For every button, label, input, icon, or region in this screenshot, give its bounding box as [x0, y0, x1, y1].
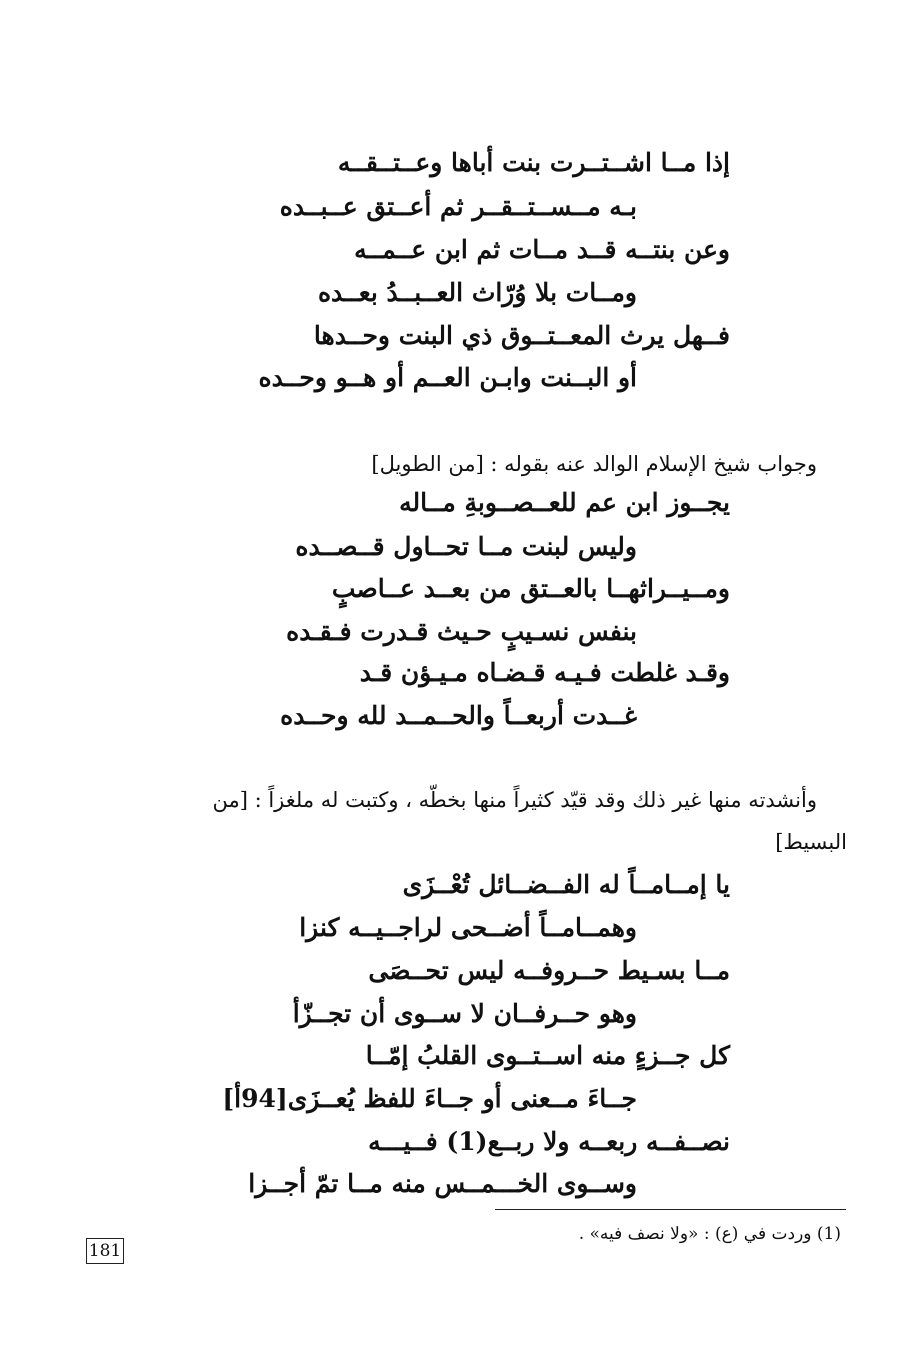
footnote: (1) وردت في (ع) : «ولا نصف فيه» . [578, 1224, 841, 1244]
poem2-line-5: وقـد غلطت فـيـه قـضـاه مـيـؤن قـد [359, 658, 730, 687]
poem1-line-6: أو البــنت وابـن العــم أو هــو وحــده [258, 363, 637, 392]
intro2-line-2: البسيط] [775, 830, 847, 854]
poem3-line-7: نصــفــه ربعــه ولا ربــع(1) فــيـــه [368, 1127, 730, 1156]
poem1-line-4: ومــات بلا وُرّاث العــبــدُ بعــده [317, 278, 637, 307]
poem2-line-2: وليس لبنت مــا تحــاول قــصــده [295, 532, 637, 561]
poem1-line-2: بـه مــســتــقــر ثم أعــتق عــبــده [279, 192, 637, 221]
poem1-line-3: وعن بنتــه قــد مــات ثم ابن عــمــه [354, 235, 730, 264]
poem2-line-4: بنفس نسـيبٍ حـيث قـدرت فـقـده [286, 617, 637, 646]
poem2-line-1: يجــوز ابن عم للعــصــوبةِ مــاله [399, 488, 730, 517]
footnote-divider [495, 1209, 846, 1210]
poem3-line-2: وهمــامــاً أضــحى لراجــيــه كنزا [299, 913, 637, 942]
poem3-line-1: يا إمــامــاً له الفــضــائل تُعْــزَى [402, 870, 730, 899]
answer-intro: وجواب شيخ الإسلام الوالد عنه بقوله : [من الطويل] [371, 452, 817, 476]
poem1-line-5: فــهل يرث المعــتــوق ذي البنت وحــدها [313, 321, 730, 350]
poem1-line-1: إذا مــا اشــتــرت بنت أباها وعــتــقــه [337, 148, 730, 177]
intro2-line-1: وأنشدته منها غير ذلك وقد قيّد كثيراً منها بخطّه ، وكتبت له ملغزاً : [من [212, 788, 817, 812]
page-number: 181 [86, 1238, 124, 1264]
poem3-line-5: كل جــزءٍ منه اســتــوى القلبُ إمّــا [365, 1041, 730, 1070]
poem3-line-4: وهو حــرفــان لا ســوى أن تجــزّأ [292, 999, 637, 1028]
poem3-line-6: جــاءَ مــعنى أو جــاءَ للفظ يُعــزَى[94أ] [222, 1084, 637, 1113]
poem2-line-3: ومــيــراثهــا بالعــتق من بعــد عــاصبٍ [331, 574, 730, 603]
poem2-line-6: غــدت أربعــاً والحــمــد لله وحــده [280, 701, 637, 730]
poem3-line-8: وســوى الخـــمــس منه مــا تمّ أجــزا [248, 1169, 637, 1198]
poem3-line-3: مــا بسـيط حــروفــه ليس تحــصَى [368, 956, 730, 985]
